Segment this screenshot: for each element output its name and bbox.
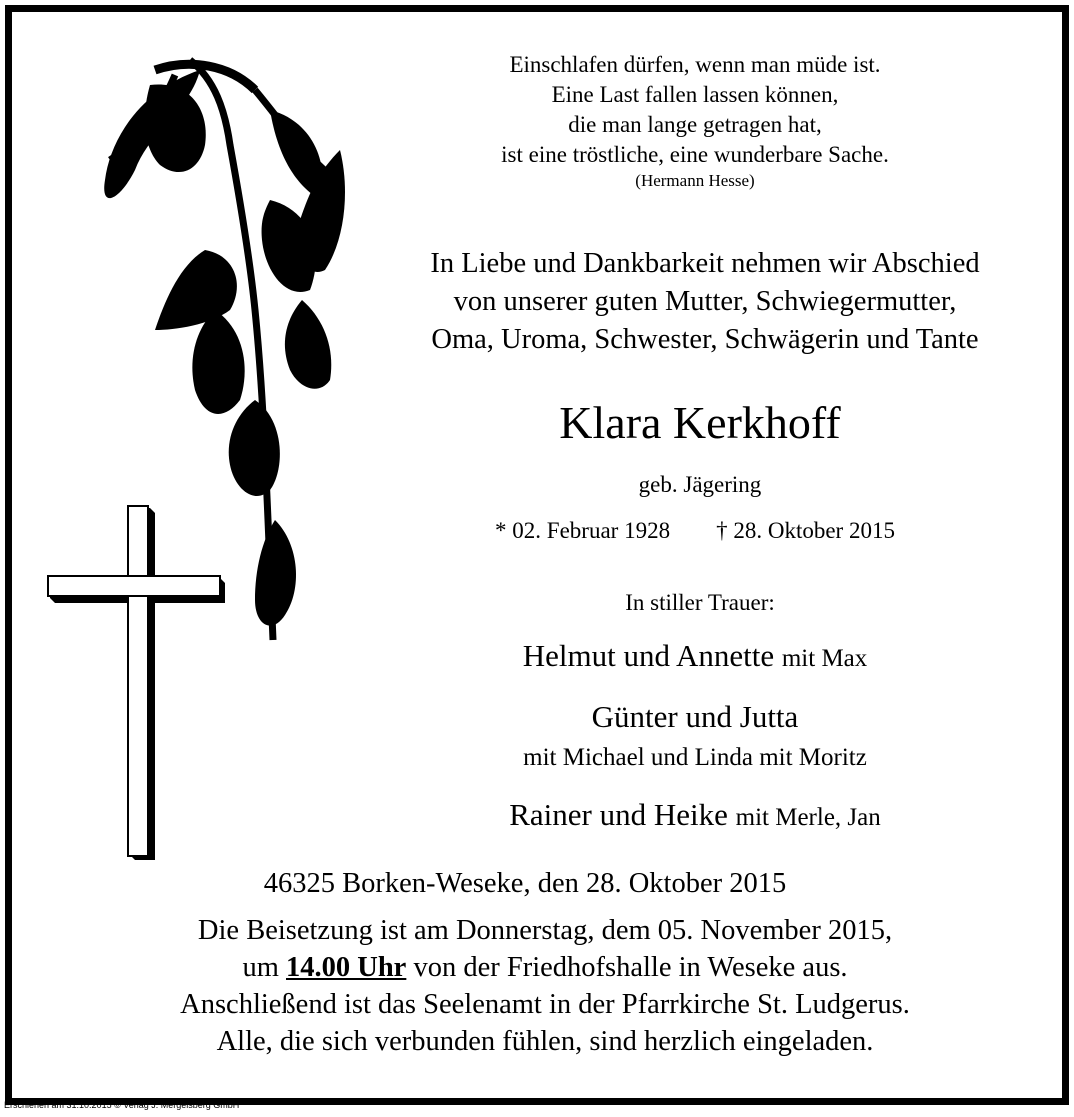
- funeral-line: Alle, die sich verbunden fühlen, sind herzlich eingeladen.: [216, 1026, 874, 1057]
- family-names: Günter und Jutta: [591, 699, 799, 734]
- intro-line: von unserer guten Mutter, Schwiegermutter,: [453, 286, 957, 317]
- death-date: † 28. Oktober 2015: [716, 518, 895, 543]
- mourners-heading: In stiller Trauer:: [625, 590, 775, 615]
- funeral-line: [60, 949, 1030, 986]
- family-with: mit Max: [781, 645, 868, 672]
- funeral-line: Die Beisetzung ist am Donnerstag, dem 05. November 2015,: [197, 915, 893, 946]
- mourner-family: [420, 697, 970, 737]
- family-with: mit Merle, Jan: [735, 804, 881, 831]
- motto-source: (Hermann Hesse): [635, 171, 755, 190]
- place-date: 46325 Borken-Weseke, den 28. Oktober 2015: [263, 868, 787, 899]
- motto-line: Eine Last fallen lassen können,: [551, 82, 839, 107]
- intro-text: [370, 245, 1040, 359]
- motto-quote: [380, 50, 1010, 192]
- birth-date: * 02. Februar 1928: [495, 518, 671, 543]
- funeral-prefix: um: [242, 952, 279, 983]
- funeral-line: Anschließend ist das Seelenamt in der Pfarrkirche St. Ludgerus.: [180, 989, 910, 1020]
- decoration: [40, 50, 360, 870]
- motto-line: Einschlafen dürfen, wenn man müde ist.: [509, 52, 881, 77]
- family-names: Helmut und Annette: [522, 638, 775, 673]
- publication-footer: Erschienen am 31.10.2015 © Verlag J. Mergelsberg GmbH: [4, 1100, 240, 1110]
- motto-line: die man lange getragen hat,: [568, 112, 822, 137]
- family-names: Rainer und Heike: [509, 797, 728, 832]
- funeral-suffix: von der Friedhofshalle in Weseke aus.: [413, 952, 848, 983]
- motto-line: ist eine tröstliche, eine wunderbare Sache.: [501, 142, 889, 167]
- life-dates: [430, 516, 960, 546]
- cross-icon: [48, 506, 225, 860]
- deceased-name: Klara Kerkhoff: [559, 397, 841, 448]
- intro-line: In Liebe und Dankbarkeit nehmen wir Abschied: [430, 248, 980, 279]
- intro-line: Oma, Uroma, Schwester, Schwägerin und Tante: [431, 324, 979, 355]
- mourner-family: [420, 795, 970, 838]
- family-with: mit Michael und Linda mit Moritz: [523, 744, 867, 771]
- mourner-family: [420, 636, 970, 679]
- funeral-time: 14.00 Uhr: [286, 952, 407, 983]
- funeral-info: [60, 912, 1030, 1060]
- maiden-name: geb. Jägering: [638, 472, 762, 497]
